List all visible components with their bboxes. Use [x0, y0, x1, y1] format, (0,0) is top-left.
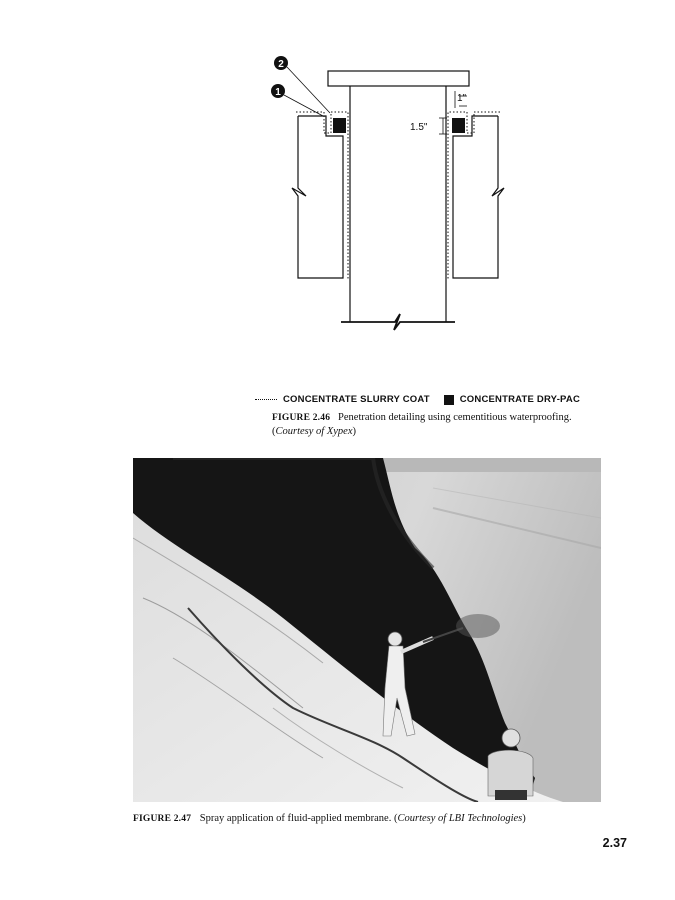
- figure-247-courtesy-prefix: Courtesy of: [397, 813, 449, 824]
- callout-2-label: 2: [278, 59, 284, 70]
- figure-246-caption: [272, 411, 572, 438]
- slurry-coat-left: [296, 112, 348, 280]
- figure-246-label: FIGURE 2.46: [272, 413, 331, 423]
- pipe-cap-plate: [328, 71, 469, 86]
- figure-246-paren-open: (: [272, 426, 276, 437]
- drypac-right: [452, 118, 465, 133]
- right-wall-section: [453, 116, 504, 278]
- page-number: 2.37: [602, 836, 627, 850]
- figure-246-courtesy-source: Xypex: [326, 426, 353, 437]
- figure-247-paren-close: ): [522, 813, 526, 824]
- figure-247-caption: [133, 812, 593, 826]
- drypac-swatch: [444, 395, 454, 405]
- legend-drypac-label: CONCENTRATE DRY-PAC: [459, 394, 581, 405]
- figure-246-text: Penetration detailing using cementitious waterproofing.: [338, 412, 572, 423]
- left-wall-section: [292, 116, 343, 278]
- spray-application-photo: [133, 458, 601, 802]
- figure-246-paren-close: ): [352, 426, 356, 437]
- figure-247-text: Spray application of fluid-applied membrane.: [199, 813, 392, 824]
- slurry-coat-swatch: [255, 399, 277, 400]
- figure-247-courtesy-source: LBI Technologies: [448, 813, 523, 824]
- diagram-legend: [255, 394, 580, 405]
- pipe-break-line: [341, 314, 455, 330]
- drypac-left: [333, 118, 346, 133]
- penetration-detail-diagram: [0, 0, 675, 360]
- figure-246-courtesy-prefix: Courtesy of: [275, 426, 327, 437]
- callout-1-label: 1: [275, 87, 281, 98]
- figure-247-paren-open: (: [393, 813, 398, 824]
- dimension-1in: 1": [457, 93, 467, 104]
- legend-slurry-label: CONCENTRATE SLURRY COAT: [283, 394, 430, 405]
- figure-247-label: FIGURE 2.47: [133, 814, 192, 824]
- dimension-1-5in: 1.5": [410, 122, 428, 133]
